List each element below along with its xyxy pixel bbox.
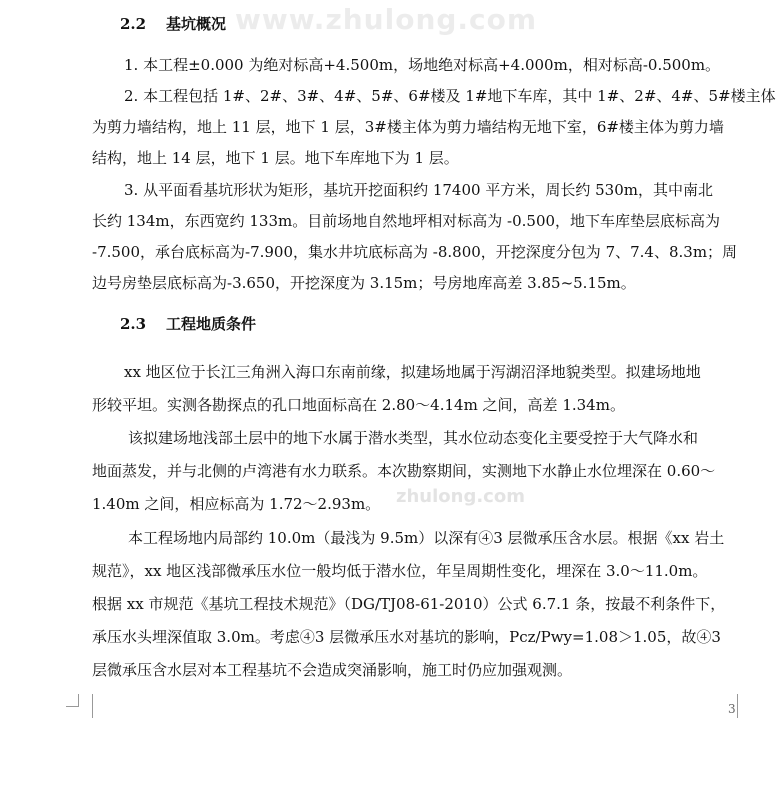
paragraph-line: 边号房垫层底标高为-3.650，开挖深度为 3.15m；号房地库高差 3.85~5.15m。 xyxy=(92,274,636,292)
section-title: 工程地质条件 xyxy=(166,315,257,333)
paragraph-line: 地面蒸发，并与北侧的卢湾港有水力联系。本次勘察期间，实测地下水静止水位埋深在 0.60～ xyxy=(92,462,716,480)
paragraph-line: 形较平坦。实测各勘探点的孔口地面标高在 2.80～4.14m 之间，高差 1.34m。 xyxy=(92,396,625,414)
paragraph-line: 结构，地上 14 层，地下 1 层。地下车库地下为 1 层。 xyxy=(92,149,459,167)
watermark-small: zhulong.com xyxy=(396,486,525,507)
paragraph-line: xx 地区位于长江三角洲入海口东南前缘，拟建场地属于泻湖沼泽地貌类型。拟建场地地 xyxy=(124,363,701,381)
paragraph-line: 2. 本工程包括 1#、2#、3#、4#、5#、6#楼及 1#地下车库，其中 1#、2#、4#、5#楼主体 xyxy=(124,87,776,105)
paragraph-line: 为剪力墙结构，地上 11 层，地下 1 层，3#楼主体为剪力墙结构无地下室，6#楼主体为剪力墙 xyxy=(92,118,724,136)
paragraph-line: 该拟建场地浅部土层中的地下水属于潜水类型，其水位动态变化主要受控于大气降水和 xyxy=(128,429,699,447)
paragraph-line: 规范》，xx 地区浅部微承压水位一般均低于潜水位，年呈周期性变化，埋深在 3.0～11.0m。 xyxy=(92,562,708,580)
paragraph-line: -7.500，承台底标高为-7.900，集水井坑底标高为 -8.800，开挖深度分包为 7、7.4、8.3m；周 xyxy=(92,243,738,261)
paragraph-line: 本工程场地内局部约 10.0m（最浅为 9.5m）以深有④3 层微承压含水层。根据《xx 岩土 xyxy=(128,529,725,547)
margin-corner-mark xyxy=(66,694,79,707)
section-number: 2.3 xyxy=(120,315,147,333)
paragraph-line: 根据 xx 市规范《基坑工程技术规范》（DG/TJ08-61-2010）公式 6.7.1 条，按最不利条件下， xyxy=(92,595,726,613)
paragraph-line: 3. 从平面看基坑形状为矩形，基坑开挖面积约 17400 平方米，周长约 530m，其中南北 xyxy=(124,181,713,199)
section-heading-2-2 xyxy=(120,13,226,34)
paragraph-line: 长约 134m，东西宽约 133m。目前场地自然地坪相对标高为 -0.500，地下车库垫层底标高为 xyxy=(92,212,721,230)
watermark: www.zhulong.com xyxy=(235,3,538,36)
page-number: 3 xyxy=(728,702,736,716)
section-number: 2.2 xyxy=(120,15,147,33)
section-title: 基坑概况 xyxy=(166,15,227,33)
margin-line xyxy=(92,694,93,718)
paragraph-line: 层微承压含水层对本工程基坑不会造成突涌影响，施工时仍应加强观测。 xyxy=(92,661,573,679)
section-heading-2-3 xyxy=(120,313,256,334)
margin-line xyxy=(737,694,738,718)
paragraph-line: 1.40m 之间，相应标高为 1.72～2.93m。 xyxy=(92,495,381,513)
paragraph-line: 承压水头埋深值取 3.0m。考虑④3 层微承压水对基坑的影响，Pcz/Pwy=1.08＞1.05，故④3 xyxy=(92,628,721,646)
paragraph-line: 1. 本工程±0.000 为绝对标高+4.500m，场地绝对标高+4.000m，相对标高-0.500m。 xyxy=(124,56,721,74)
